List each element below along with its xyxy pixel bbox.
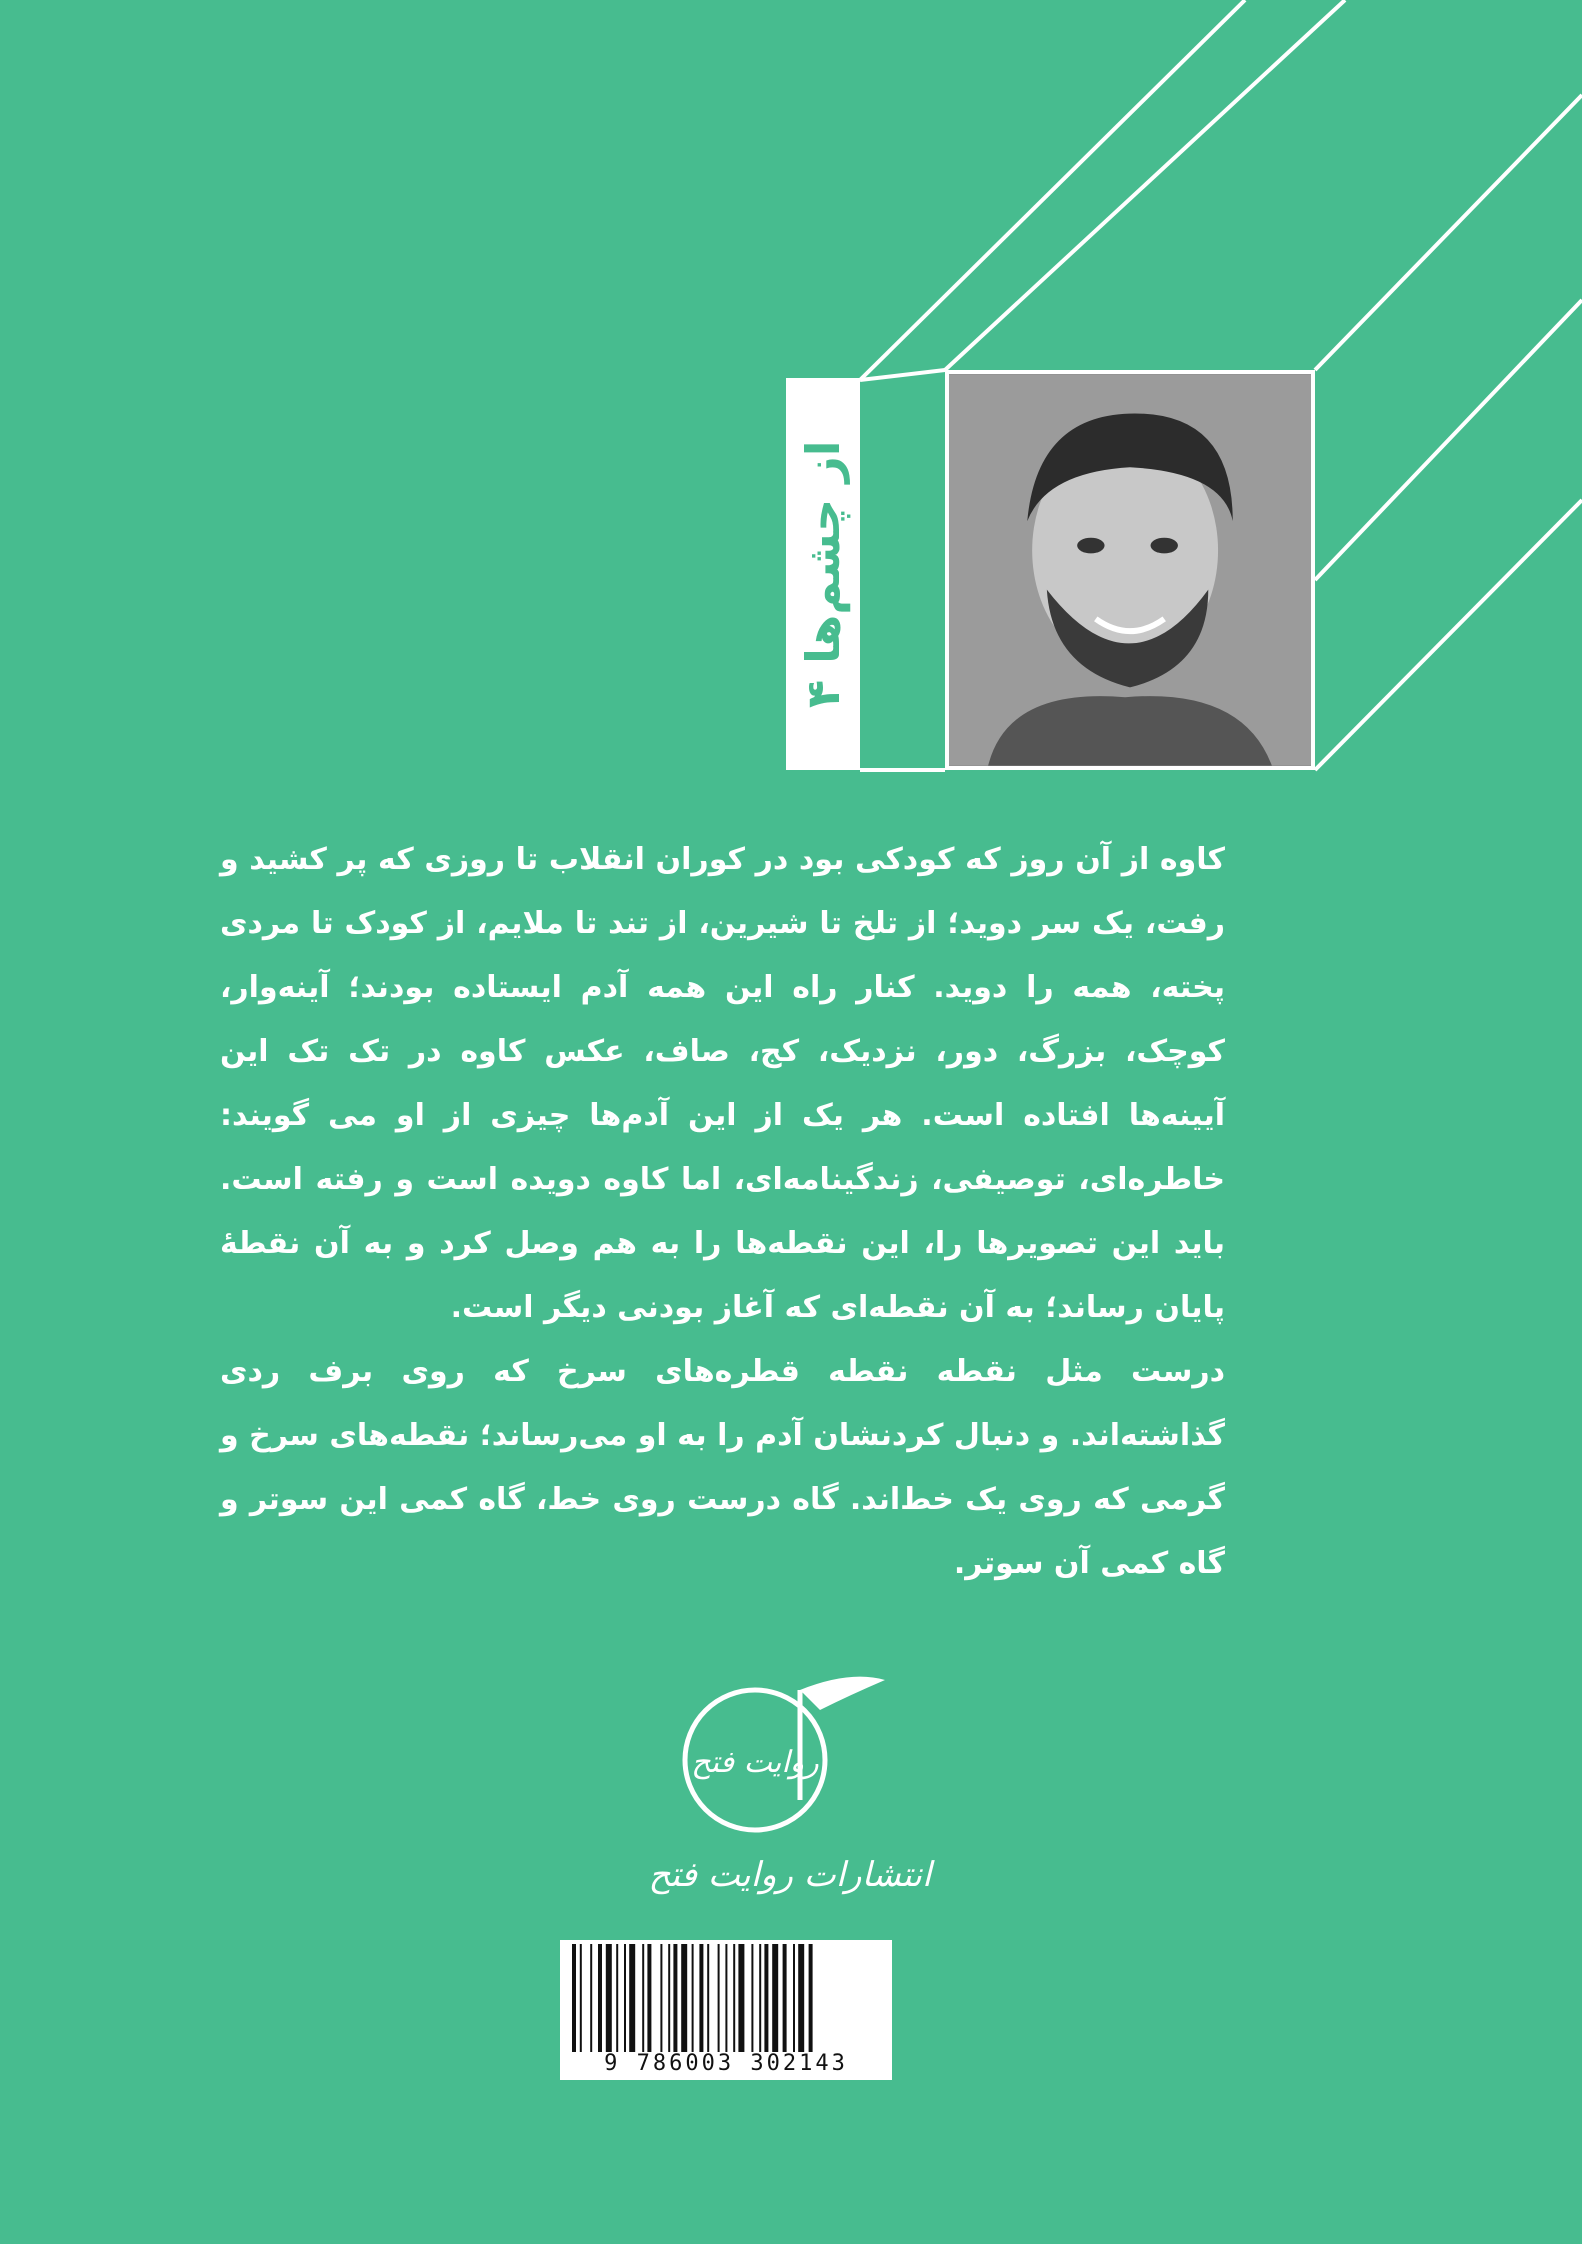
barcode-bar [738,1944,744,2052]
barcode-bar [616,1944,618,2052]
barcode-bar [624,1944,626,2052]
barcode-bar [572,1944,576,2052]
isbn-number: 9 786003 302143 [604,2051,848,2076]
barcode-bar [733,1944,735,2052]
isbn-barcode [560,1940,892,2080]
barcode-bar [590,1944,592,2052]
blurb-paragraph: کاوه از آن روز که کودکی بود در کوران انقلاب تا روزی که پر کشید و رفت، یک سر دوید؛ از تلخ تا شیرین، از تند تا ملایم، از کودک تا مردی پخته، همه را دوید. کنار راه این همه آدم ایستاده بودند؛ آینه‌وار، کوچک، بزرگ، دور، نزدیک، کج، صاف، عکس کاوه در تک تک این آیینه‌ها افتاده است. هر یک از این آدم‌ها چیزی از او می گویند: خاطره‌ای، توصیفی، زندگینامه‌ای، اما کاوه دویده است و رفته است. باید این تصویرها را، این نقطه‌ها را به هم وصل کرد و به آن نقطهٔ پایان رساند؛ به آن نقطه‌ای که آغاز بودنی دیگر است. [220,842,1225,1325]
barcode-bar [629,1944,635,2052]
barcode-bar [598,1944,602,2052]
barcode-bar [580,1944,582,2052]
publisher-logo-icon [660,1650,890,1840]
logo-text: روایت فتح [691,1745,819,1780]
barcode-bar [668,1944,670,2052]
barcode-bar [699,1944,703,2052]
barcode-bar [793,1944,795,2052]
barcode-bar [798,1944,804,2052]
barcode-bar [772,1944,778,2052]
barcode-bar [681,1944,687,2052]
barcode-bar [783,1944,787,2052]
back-cover-blurb [220,828,1225,1596]
barcode-bar [673,1944,677,2052]
barcode-bar [660,1944,662,2052]
author-photo [945,370,1315,770]
barcode-bar [759,1944,761,2052]
barcode-bar [725,1944,727,2052]
barcode-bar [718,1944,720,2052]
portrait-icon [949,374,1311,766]
barcode-bar [642,1944,644,2052]
barcode-bar [692,1944,694,2052]
barcode-icon [560,1944,892,2052]
barcode-bar [764,1944,768,2052]
barcode-bar [707,1944,709,2052]
barcode-bar [647,1944,651,2052]
series-title: از چشم‌ها ۴ [796,440,850,708]
blurb-paragraph: درست مثل نقطه نقطه قطره‌های سرخ که روی برف ردی گذاشته‌اند. و دنبال کردنشان آدم را به او می‌رساند؛ نقطه‌های سرخ و گرمی که روی یک خط‌اند. گاه درست روی خط، گاه کمی این سوتر و گاه کمی آن سوتر. [220,1354,1225,1581]
barcode-bar [751,1944,753,2052]
barcode-bar [809,1944,813,2052]
barcode-bar [606,1944,612,2052]
publisher-name: انتشارات روایت فتح [648,1855,932,1895]
